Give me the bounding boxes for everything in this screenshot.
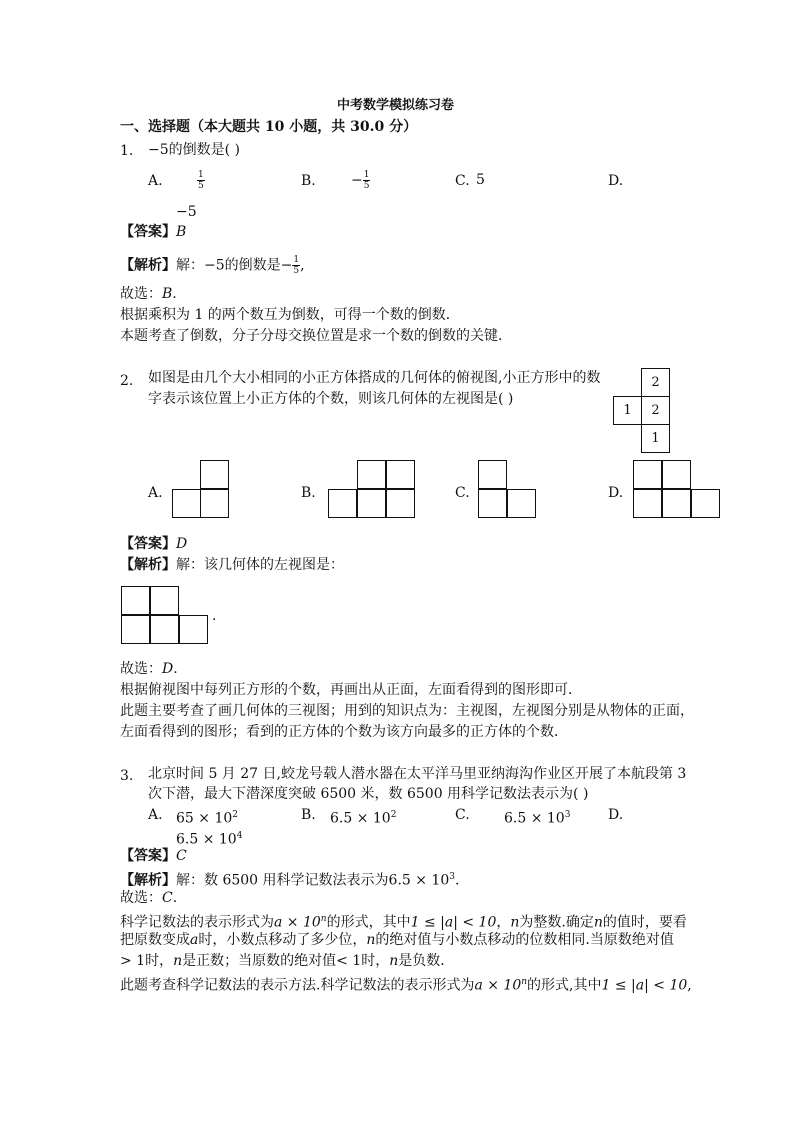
grid-cell: 2 [641, 396, 670, 425]
option-c-label: C. [455, 173, 470, 189]
option-a-value [197, 170, 205, 191]
text-run: 的形式,其中 [527, 977, 602, 994]
choose-value: D [162, 661, 174, 677]
explanation-line [120, 972, 692, 996]
option-d-value: −5 [176, 204, 197, 220]
option-d-label: D. [608, 485, 624, 501]
text-run: 的形式，其中 [326, 914, 411, 931]
question-stem-line: 字表示该位置上小正方体的个数，则该几何体的左视图是( ) [148, 391, 514, 407]
analysis-line [120, 555, 344, 575]
text-run: 科学记数法的表示形式为 [120, 914, 274, 931]
math-variable: n [593, 914, 603, 931]
text-run: ， [496, 914, 511, 931]
power-exponent: n [521, 977, 528, 987]
math-variable: n [389, 953, 399, 969]
figure-square [507, 489, 536, 518]
figure-square [172, 489, 201, 518]
denominator: 5 [363, 181, 370, 191]
text-run: 时，小数点移动了多少位， [198, 932, 367, 948]
choose-value: B [162, 286, 173, 302]
option-c-label: C. [455, 485, 470, 501]
fraction [292, 255, 300, 276]
figure-square [150, 615, 179, 644]
option-b-label: B. [301, 173, 316, 189]
power-exponent: 3 [564, 810, 571, 820]
page-title: 中考数学模拟练习卷 [337, 98, 455, 113]
math-expression: a × 10 [274, 914, 321, 931]
power-exponent: n [320, 914, 327, 924]
text-run: , [687, 977, 692, 994]
math-variable: n [366, 932, 376, 948]
power-base: 65 × 10 [176, 810, 233, 827]
explanation-line: 根据俯视图中每列正方形的个数，再画出从正面，左面看得到的图形即可． [120, 682, 582, 698]
numerator: 1 [198, 170, 204, 180]
option-d-label: D. [608, 173, 624, 189]
math-expression: < 1 [336, 953, 362, 969]
denominator: 5 [293, 266, 300, 276]
text-run: 时， [145, 953, 174, 969]
analysis-tag: 【解析】 [120, 257, 176, 274]
power-base: 6.5 × 10 [176, 831, 237, 848]
choose-label: 故选： [120, 890, 162, 906]
question-number: 2. [120, 373, 134, 389]
option-c-value [504, 805, 570, 829]
analysis-tag: 【解析】 [120, 557, 176, 573]
figure-square [691, 489, 720, 518]
choose-value: C [162, 890, 173, 906]
choose-line [120, 284, 177, 304]
section-heading: 一、选择题（本大题共 10 小题，共 30.0 分） [120, 119, 418, 135]
text-run: 的值时，要看 [602, 914, 687, 931]
text-run: 是负数． [398, 953, 455, 969]
fraction [363, 170, 371, 191]
explanation-line: 此题主要考查了画几何体的三视图；用到的知识点为：主视图，左视图分别是从物体的正面， [120, 703, 694, 719]
figure-square [662, 460, 691, 489]
explanation-line [120, 930, 674, 950]
option-b-value [351, 170, 370, 191]
explanation-line: 本题考查了倒数，分子分母交换位置是求一个数的倒数的关键． [120, 328, 512, 344]
figure-square [662, 489, 691, 518]
choose-label: 故选： [120, 661, 162, 677]
analysis-punct: . [454, 872, 460, 889]
numerator: 1 [293, 255, 300, 265]
power-base: 6.5 × 10 [504, 810, 565, 827]
grid-cell: 2 [641, 368, 670, 397]
answer-value: B [176, 224, 187, 240]
power-exponent: 4 [236, 831, 243, 841]
text-run: 的绝对值与小数点移动的位数相同.当原数绝对值 [375, 932, 674, 948]
figure-square [386, 460, 415, 489]
option-c-label: C. [455, 807, 470, 823]
choose-label: 故选： [120, 286, 162, 302]
option-b-value [330, 805, 396, 829]
text-run: 是正数；当原数的绝对值 [182, 953, 337, 969]
math-variable: a [190, 932, 199, 948]
analysis-punct: , [300, 257, 305, 274]
figure-square [121, 586, 150, 615]
figure-square [200, 489, 229, 518]
answer-line [120, 534, 187, 554]
answer-value: C [176, 848, 187, 864]
answer-value: D [176, 536, 188, 552]
figure-square [150, 586, 179, 615]
explanation-line: 左面看得到的图形；看到的正方体的个数为该方向最多的正方体的个数． [120, 724, 568, 740]
figure-square [386, 489, 415, 518]
option-a-label: A. [148, 807, 163, 823]
text-run: 把原数变成 [120, 932, 190, 948]
question-stem-line: 次下潜，最大下潜深度突破 6500 米，数 6500 用科学记数法表示为( ) [148, 786, 589, 802]
choose-end: . [172, 890, 178, 906]
analysis-tag: 【解析】 [120, 872, 176, 889]
text-run: 时， [361, 953, 390, 969]
choose-line [120, 659, 178, 679]
grid-cell: 1 [641, 424, 670, 453]
answer-tag: 【答案】 [120, 536, 176, 552]
explanation-line [120, 951, 454, 971]
denominator: 5 [198, 181, 204, 191]
power-base: 6.5 × 10 [388, 872, 450, 889]
figure-square [121, 615, 150, 644]
choose-end: . [172, 286, 177, 302]
question-stem: −5的倒数是( ) [148, 142, 241, 158]
analysis-text: 解：−5的倒数是− [176, 257, 293, 274]
math-variable: n [510, 914, 520, 931]
analysis-text: 解：数 6500 用科学记数法表示为 [176, 872, 389, 889]
power-exponent: 3 [449, 872, 455, 882]
figure-period: . [212, 608, 217, 624]
fraction [197, 170, 205, 191]
question-number: 1. [120, 143, 134, 159]
figure-square [478, 460, 507, 489]
answer-line [120, 846, 187, 866]
power-exponent: 2 [390, 810, 397, 820]
option-b-label: B. [301, 485, 316, 501]
text-run: 此题考查科学记数法的表示方法.科学记数法的表示形式为 [120, 977, 475, 994]
option-a-label: A. [148, 485, 163, 501]
math-expression: a × 10 [474, 977, 522, 994]
math-expression: 1 ≤ |a| < 10 [601, 977, 688, 994]
figure-square [478, 489, 507, 518]
figure-square [357, 489, 386, 518]
option-b-label: B. [301, 807, 316, 823]
math-expression: 1 ≤ |a| < 10 [410, 914, 497, 931]
minus-sign: − [351, 172, 363, 189]
choose-end: . [173, 661, 178, 677]
figure-square [633, 489, 662, 518]
figure-square [179, 615, 208, 644]
figure-square [357, 460, 386, 489]
question-stem-line: 北京时间 5 月 27 日,蛟龙号载人潜水器在太平洋马里亚纳海沟作业区开展了本航段第 3 [148, 766, 687, 782]
power-base: 6.5 × 10 [330, 810, 391, 827]
option-d-label: D. [608, 807, 624, 823]
analysis-text: 解：该几何体的左视图是： [176, 557, 344, 573]
figure-square [328, 489, 357, 518]
option-a-label: A. [148, 173, 163, 189]
answer-tag: 【答案】 [120, 224, 176, 240]
question-number: 3. [120, 768, 134, 784]
answer-line [120, 222, 186, 242]
math-variable: n [173, 953, 183, 969]
power-exponent: 2 [232, 810, 238, 820]
explanation-line: 根据乘积为 1 的两个数互为倒数，可得一个数的倒数． [120, 307, 460, 323]
text-run: 为整数.确定 [519, 914, 594, 931]
numerator: 1 [363, 170, 370, 180]
figure-square [200, 460, 229, 489]
analysis-line [120, 255, 305, 276]
answer-tag: 【答案】 [120, 848, 176, 864]
choose-line [120, 888, 177, 908]
figure-square [633, 460, 662, 489]
option-c-value: 5 [476, 172, 485, 188]
math-expression: > 1 [120, 953, 146, 969]
grid-cell: 1 [613, 396, 642, 425]
question-stem-line: 如图是由几个大小相同的小正方体搭成的几何体的俯视图,小正方形中的数 [148, 370, 601, 386]
